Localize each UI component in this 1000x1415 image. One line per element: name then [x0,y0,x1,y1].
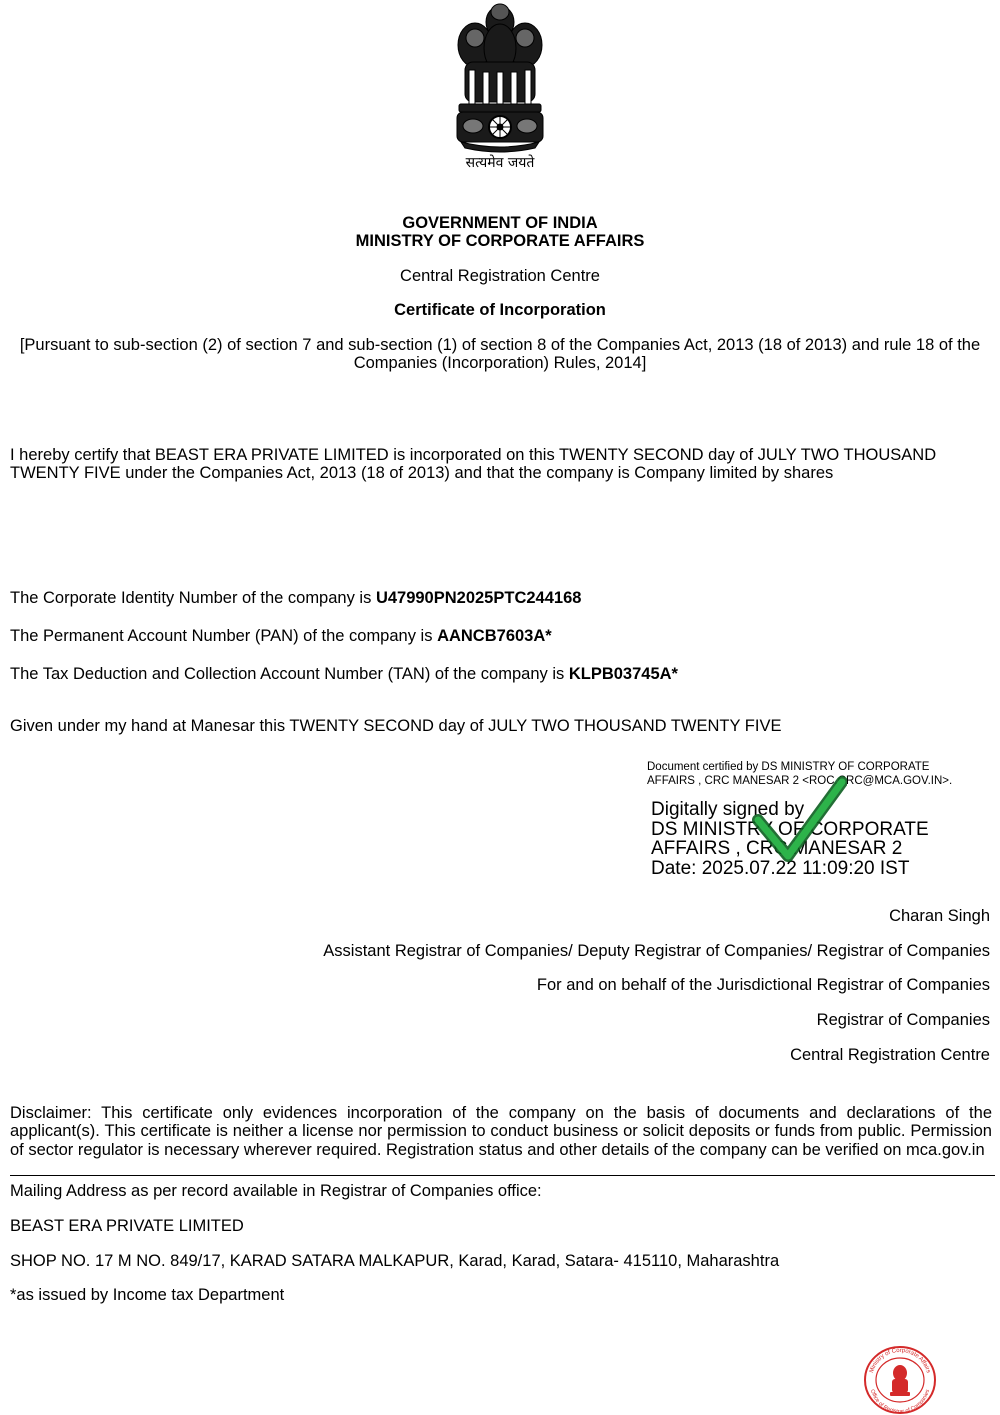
given-statement: Given under my hand at Manesar this TWENTY SECOND day of JULY TWO THOUSAND TWENTY FIVE [10,717,782,735]
signatory-behalf: For and on behalf of the Jurisdictional Registrar of Companies [536,976,990,994]
section-divider [10,1175,995,1176]
pan-label: The Permanent Account Number (PAN) of the company is [10,627,433,645]
signatory-centre: Central Registration Centre [790,1046,990,1064]
signature-line-3: AFFAIRS , CRC MANESAR 2 [651,838,903,860]
signature-certified-note: Document certified by DS MINISTRY OF CORPORATE AFFAIRS , CRC MANESAR 2 <ROC.CRC@MCA.GOV.IN>. [647,761,953,787]
signatory-designation: Assistant Registrar of Companies/ Deputy Registrar of Companies/ Registrar of Companies [323,942,990,960]
cin-label: The Corporate Identity Number of the company is [10,589,372,607]
signatory-office: Registrar of Companies [816,1011,990,1029]
emblem-motto: सत्यमेव जयते [465,155,535,171]
certification-statement: I hereby certify that BEAST ERA PRIVATE LIMITED is incorporated on this TWENTY SECOND day of JULY TWO THOUSAND TWENTY FIVE under the Companies Act, 2013 (18 of 2013) and that the company is Company limited by shares [10,446,937,483]
mailing-label: Mailing Address as per record available in Registrar of Companies office: [10,1182,542,1200]
signature-line-2: DS MINISTRY OF CORPORATE [651,818,929,840]
header-government: GOVERNMENT OF INDIA [402,214,598,232]
pan-line [10,627,552,645]
tan-label: The Tax Deduction and Collection Account Number (TAN) of the company is [10,665,565,683]
svg-text:Ministry of Corporate Affairs: Ministry of Corporate Affairs [868,1347,932,1374]
signature-date: Date: 2025.07.22 11:09:20 IST [651,857,910,879]
footnote: *as issued by Income tax Department [10,1286,285,1304]
pursuant-clause: [Pursuant to sub-section (2) of section 7 and sub-section (1) of section 8 of the Companies Act, 2013 (18 of 2013) and rule 18 of the Companies (Incorporation) Rules, 2014] [19,336,981,373]
mailing-company: BEAST ERA PRIVATE LIMITED [10,1217,244,1235]
national-emblem-icon [445,0,555,175]
cin-line [10,589,581,607]
tan-value: KLPB03745A* [568,665,678,683]
pan-value: AANCB7603A* [437,627,552,645]
mailing-address: SHOP NO. 17 M NO. 849/17, KARAD SATARA MALKAPUR, Karad, Karad, Satara- 415110, Maharashtra [10,1252,780,1270]
page-title: Certificate of Incorporation [394,301,606,319]
header-centre: Central Registration Centre [400,267,600,285]
signature-line-1: Digitally signed by [651,799,805,820]
registrar-seal-icon [862,1345,938,1415]
svg-text:Office of Registrar of Compani: Office of Registrar of Companies [868,1388,932,1415]
cin-value: U47990PN2025PTC244168 [375,589,582,607]
tan-line [10,665,678,683]
signature-valid-check-icon [752,776,847,866]
header-ministry: MINISTRY OF CORPORATE AFFAIRS [355,232,645,250]
signatory-name: Charan Singh [889,907,990,925]
disclaimer: Disclaimer: This certificate only evidences incorporation of the company on the basis of documents and declarations of the applicant(s). This certificate is neither a license nor permission to conduct business or solicit deposits or funds from public. Permission of sector regulator is necessary wherever required. Registration status and other details of the company can be verified on mca.gov.in [10,1104,992,1159]
